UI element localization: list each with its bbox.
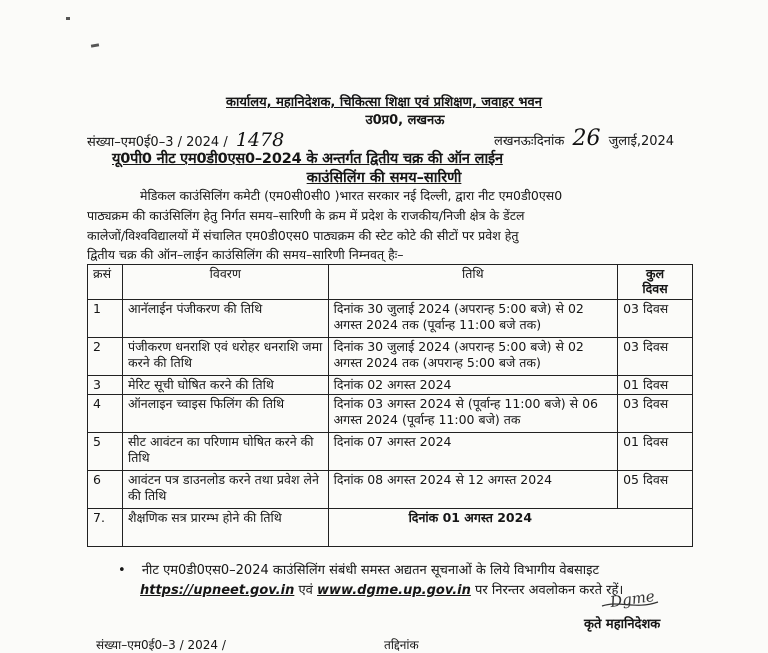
intro-line-3: कालेजों/विश्वविद्यालयों में संचालित एम0डी0एस0 पाठ्यक्रम की स्टेट कोटे की सीटों पर प्रवेश हेतु	[87, 228, 519, 243]
reference-date	[494, 126, 674, 151]
row-days: 01 दिवस	[618, 376, 693, 395]
reference-date-rest: जुलाई,2024	[608, 134, 675, 149]
footer-date: तद्दिनांक	[384, 638, 419, 652]
row-days: 01 दिवस	[618, 433, 693, 471]
row-sno: 7.	[88, 509, 123, 547]
dgme-link[interactable]: www.dgme.up.gov.in	[317, 583, 471, 598]
note-bullet: •	[118, 563, 126, 578]
header-details: विवरण	[122, 265, 328, 300]
row-date: दिनांक 02 अगस्त 2024	[328, 376, 617, 395]
row-date: दिनांक 03 अगस्त 2024 से (पूर्वान्ह 11:00 बजे) से 06 अगस्त 2024 (पूर्वान्ह 11:00 बजे) तक	[328, 395, 617, 433]
row-details: मेरिट सूची घोषित करने की तिथि	[122, 376, 328, 395]
note-line-1	[118, 560, 599, 578]
row-sno: 4	[88, 395, 123, 433]
header-sno: क्रसं	[88, 265, 123, 300]
row-days: 03 दिवस	[618, 395, 693, 433]
title-line-2: काउंसिलिंग की समय–सारिणी	[306, 170, 462, 186]
row-days: 03 दिवस	[618, 300, 693, 338]
header-days-line-2: दिवस	[642, 281, 668, 296]
row-sno: 6	[88, 471, 123, 509]
row-sno: 5	[88, 433, 123, 471]
table-header-row	[88, 265, 693, 300]
row-details: पंजीकरण धनराशि एवं धरोहर धनराशि जमा करने की तिथि	[122, 338, 328, 376]
office-line: कार्यालय, महानिदेशक, चिकित्सा शिक्षा एवं प्रशिक्षण, जवाहर भवन	[226, 95, 542, 110]
row-details: ऑनलाइन च्वाइस फिलिंग की तिथि	[122, 395, 328, 433]
row-days: 03 दिवस	[618, 338, 693, 376]
row-date: दिनांक 08 अगस्त 2024 से 12 अगस्त 2024	[328, 471, 617, 509]
note-text-2: पर निरन्तर अवलोकन करते रहें।	[475, 583, 624, 598]
table-row	[88, 395, 693, 433]
signature-scrawl: Dgme	[608, 586, 656, 612]
intro-line-1: मेडिकल काउंसिलिंग कमेटी (एम0सी0सी0 )भारत सरकार नई दिल्ली, द्वारा नीट एम0डी0एस0	[140, 188, 563, 203]
intro-line-4: द्वितीय चक्र की ऑन–लाईन काउंसिलिंग की समय–सारिणी निम्नवत् हैः–	[87, 247, 404, 262]
header-days-line-1: कुल	[646, 266, 665, 281]
table-row	[88, 509, 693, 547]
note-connector: एवं	[298, 583, 313, 598]
header-date: तिथि	[328, 265, 617, 300]
footer-reference: संख्या–एम0ई0–3 / 2024 /	[96, 638, 226, 652]
reference-number-label: संख्या–एम0ई0–3 / 2024 /	[87, 135, 228, 150]
scan-dot	[66, 17, 70, 20]
signature-label: कृते महानिदेशक	[584, 617, 661, 632]
intro-line-2: पाठ्यक्रम की काउंसिलिंग हेतु निर्गत समय–सारिणी के क्रम में प्रदेश के राजकीय/निजी क्षेत्र के डेंटल	[87, 208, 525, 223]
reference-date-handwritten: 26	[572, 126, 601, 151]
table-row	[88, 376, 693, 395]
note-line-2	[140, 580, 623, 598]
row-date: दिनांक 07 अगस्त 2024	[328, 433, 617, 471]
table-row	[88, 433, 693, 471]
row-sno: 2	[88, 338, 123, 376]
row-details: आनॅलाईन पंजीकरण की तिथि	[122, 300, 328, 338]
reference-date-label: लखनऊःदिनांक	[494, 134, 565, 149]
row-date: दिनांक 30 जुलाई 2024 (अपरान्ह 5:00 बजे) से 02 अगस्त 2024 तक (अपरान्ह 5:00 बजे तक)	[328, 338, 617, 376]
title-line-1: यू0पी0 नीट एम0डी0एस0–2024 के अन्तर्गत द्वितीय चक्र की ऑन लाईन	[112, 151, 503, 167]
schedule-table	[87, 264, 693, 547]
row-date: दिनांक 30 जुलाई 2024 (अपरान्ह 5:00 बजे) से 02 अगस्त 2024 तक (पूर्वान्ह 11:00 बजे तक)	[328, 300, 617, 338]
row-sno: 3	[88, 376, 123, 395]
row-details: सीट आवंटन का परिणाम घोषित करने की तिथि	[122, 433, 328, 471]
header-days	[618, 265, 693, 300]
table-row	[88, 471, 693, 509]
row-date: दिनांक 01 अगस्त 2024	[328, 509, 692, 547]
row-days: 05 दिवस	[618, 471, 693, 509]
table-row	[88, 300, 693, 338]
table-row	[88, 338, 693, 376]
row-sno: 1	[88, 300, 123, 338]
upneet-link[interactable]: https://upneet.gov.in	[140, 583, 295, 598]
city-line: उ0प्र0, लखनऊ	[365, 113, 445, 128]
note-text-1: नीट एम0डी0एस0–2024 काउंसिलिंग संबंधी समस्त अद्यतन सूचनाओं के लिये विभागीय वेबसाइट	[141, 563, 600, 578]
reference-number-handwritten: 1478	[235, 129, 285, 151]
row-details: आवंटन पत्र डाउनलोड करने तथा प्रवेश लेने की तिथि	[122, 471, 328, 509]
row-details: शैक्षणिक सत्र प्रारम्भ होने की तिथि	[122, 509, 328, 547]
signature-stroke	[600, 598, 660, 610]
scan-dash	[91, 43, 99, 47]
